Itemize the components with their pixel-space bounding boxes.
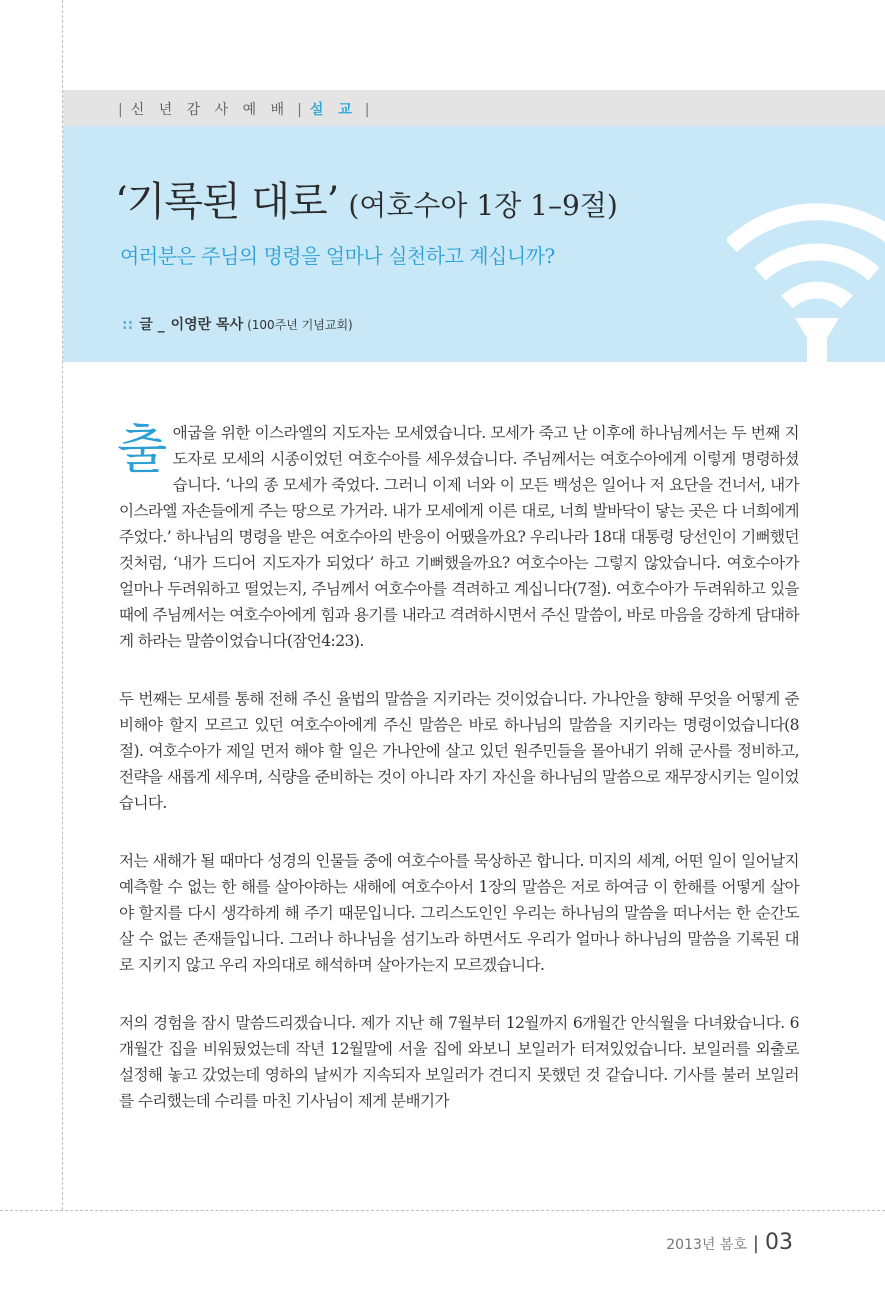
breadcrumb-item-new-year-service: 신 년 감 사 예 배 <box>130 102 290 118</box>
paragraph-text: 애굽을 위한 이스라엘의 지도자는 모세였습니다. 모세가 죽고 난 이후에 하나님께서는 두 번째 지도자로 모세의 시종이었던 여호수아를 세우셨습니다. 주님께서는 여호수아에게 이렇게 명령하셨습니다. ‘나의 종 모세가 죽었다. 그러니 이제 너와 이 모든 백성은 일어나 저 요단을 건너서, 내가 이스라엘 자손들에게 주는 땅으로 가거라. 내가 모세에게 이른 대로, 너희 발바닥이 닿는 곳은 다 너희에게 주었다.’ 하나님의 명령을 받은 여호수아의 반응이 어땠을까요? 우리나라 18대 대통령 당선인이 기뻐했던 것처럼, ‘내가 드디어 지도자가 되었다’ 하고 기뻐했을까요? 여호수아는 그렇지 않았습니다. 여호수아가 얼마나 두려워하고 떨었는지, 주님께서 여호수아를 격려하고 계십니다(7절). 여호수아가 두려워하고 있을 때에 주님께서는 여호수아에게 힘과 용기를 내라고 격려하시면서 주신 말씀이, 바로 마음을 강하게 담대하게 하라는 말씀이었습니다(잠언4:23). <box>119 424 799 650</box>
page-footer <box>666 1230 793 1255</box>
article-title <box>115 170 618 227</box>
breadcrumb-separator: | <box>297 102 302 118</box>
footer-separator: | <box>752 1233 759 1254</box>
author-line <box>122 314 353 334</box>
drop-cap: 출 <box>117 420 167 480</box>
bottom-margin-guide <box>0 1210 885 1211</box>
wifi-signal-icon <box>727 186 885 362</box>
author-prefix: :: <box>122 317 134 333</box>
article-subtitle: 여러분은 주님의 명령을 얼마나 실천하고 계십니까? <box>120 244 555 268</box>
author-name: 이영란 목사 <box>170 317 244 333</box>
issue-label: 2013년 봄호 <box>666 1237 747 1253</box>
paragraph: 저는 새해가 될 때마다 성경의 인물들 중에 여호수아를 묵상하곤 합니다. 미지의 세계, 어떤 일이 일어날지 예측할 수 없는 한 해를 살아야하는 새해에 여호수아서 1장의 말씀은 저로 하여금 이 한해를 어떻게 살아야 할지를 다시 생각하게 해 주기 때문입니다. 그리스도인인 우리는 하나님의 말씀을 떠나서는 한 순간도 살 수 없는 존재들입니다. 그러나 하나님을 섬기노라 하면서도 우리가 얼마나 하나님의 말씀을 기록된 대로 지키지 않고 우리 자의대로 해석하며 살아가는지 모르겠습니다. <box>119 852 799 974</box>
breadcrumb <box>110 99 378 119</box>
scripture-reference: (여호수아 1장 1–9절) <box>348 189 618 222</box>
author-label: 글 _ <box>139 317 165 333</box>
paragraph <box>119 420 799 654</box>
author-organization: (100주년 기념교회) <box>247 318 353 332</box>
paragraph: 저의 경험을 잠시 말씀드리겠습니다. 제가 지난 해 7월부터 12월까지 6개월간 안식월을 다녀왔습니다. 6개월간 집을 비워뒀었는데 작년 12월말에 서울 집에 와보니 보일러가 터져있었습니다. 보일러를 외출로 설정해 놓고 갔었는데 영하의 날씨가 지속되자 보일러가 견디지 못했던 것 같습니다. 기사를 불러 보일러를 수리했는데 수리를 마친 기사님이 제게 분배기가 <box>119 1014 799 1110</box>
breadcrumb-separator: | <box>118 102 123 118</box>
paragraph: 두 번째는 모세를 통해 전해 주신 율법의 말씀을 지키라는 것이었습니다. 가나안을 향해 무엇을 어떻게 준비해야 할지 모르고 있던 여호수아에게 주신 말씀은 바로 하나님의 말씀을 지키라는 명령이었습니다(8절). 여호수아가 제일 먼저 해야 할 일은 가나안에 살고 있던 원주민들을 몰아내기 위해 군사를 정비하고, 전략을 새롭게 세우며, 식량을 준비하는 것이 아니라 자기 자신을 하나님의 말씀으로 재무장시키는 일이었습니다. <box>119 690 799 812</box>
article-body <box>119 420 799 1146</box>
title-text: ‘기록된 대로’ <box>115 179 339 225</box>
page-number: 03 <box>765 1230 793 1255</box>
breadcrumb-separator: | <box>364 102 370 118</box>
breadcrumb-item-sermon: 설 교 <box>309 102 357 118</box>
